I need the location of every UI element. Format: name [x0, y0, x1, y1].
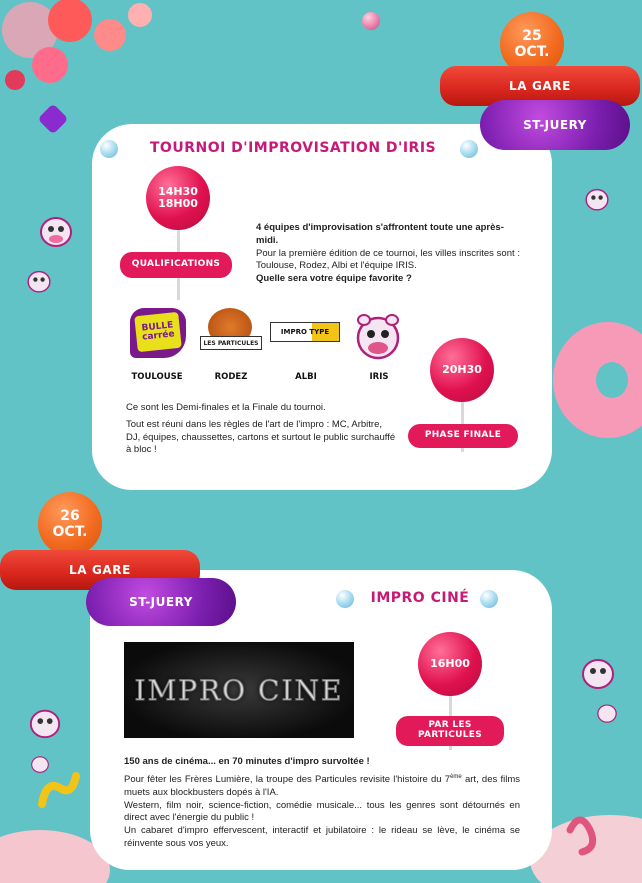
- desc-line1: Ce sont les Demi-finales et la Finale du tournoi.: [126, 402, 326, 413]
- date-badge: [38, 492, 102, 556]
- tournament-description: [126, 402, 396, 457]
- date-day: 26: [60, 507, 80, 524]
- impro-cine-description: [124, 756, 520, 851]
- venue-candy-purple: [480, 100, 630, 150]
- team-city: TOULOUSE: [131, 372, 183, 382]
- intro-bold: 4 équipes d'improvisation s'affrontent toute une après-midi.: [256, 222, 504, 246]
- venue-line2: ST-JUERY: [129, 595, 193, 609]
- final-time-lollipop: [430, 338, 494, 402]
- by-particules-label: PAR LES PARTICULES: [396, 716, 504, 746]
- cow-mascot-decoration: [596, 702, 618, 724]
- intro-question: Quelle sera votre équipe favorite ?: [256, 273, 412, 285]
- team-logo-albi: [270, 312, 340, 352]
- cow-mascot-decoration: [26, 268, 52, 294]
- time-lollipop: [146, 166, 210, 230]
- paragraph-1: Pour fêter les Frères Lumière, la troupe des Particules revisite l'histoire du 7ème art, des films muets aux blockbusters dopés à l'IA.: [124, 773, 520, 798]
- logo-text: IMPRO TYPE: [270, 322, 340, 342]
- poster-text: IMPRO CINE: [134, 673, 344, 707]
- logo-text: LES PARTICULES: [200, 336, 262, 350]
- team-city: IRIS: [369, 372, 389, 382]
- paragraph-3: Un cabaret d'impro effervescent, interactif et jubilatoire : le rideau se lève, le cinéma se réinvente sous vos yeux.: [124, 825, 520, 850]
- qualifications-label: QUALIFICATIONS: [120, 252, 232, 278]
- event2-time: 16H00: [430, 656, 470, 670]
- candy-splash-decoration: [0, 0, 180, 110]
- cow-mascot-decoration: [38, 214, 74, 248]
- cow-mascot-decoration: [580, 656, 616, 690]
- date-month: OCT.: [514, 44, 550, 60]
- phase-finale-label: PHASE FINALE: [408, 424, 518, 448]
- title-ball-left: [336, 590, 354, 608]
- team-logo-toulouse: [128, 304, 188, 366]
- logo-text: BULLE carrée: [134, 312, 182, 352]
- date-month: OCT.: [52, 524, 88, 540]
- venue-candy-purple: [86, 578, 236, 626]
- paragraph-2: Western, film noir, science-fiction, comédie musicale... tous les genres sont détournés en direct avec l'énergie du public !: [124, 799, 520, 824]
- venue-line1: LA GARE: [69, 563, 131, 577]
- cow-mascot-decoration: [584, 186, 610, 212]
- cow-mascot-decoration: [28, 706, 62, 740]
- venue-line2: ST-JUERY: [523, 118, 587, 132]
- pink-ball-decoration: [362, 12, 380, 30]
- team-logo-iris: [354, 310, 402, 360]
- team-city: ALBI: [295, 372, 317, 382]
- time-end: 18H00: [158, 197, 198, 210]
- team-city: RODEZ: [214, 372, 248, 382]
- intro-body: Pour la première édition de ce tournoi, les villes inscrites sont : Toulouse, Rodez, Albi et l'équipe IRIS.: [256, 247, 520, 272]
- intro-text: [256, 222, 520, 286]
- event-title: TOURNOI D'IMPROVISATION D'IRIS: [149, 140, 437, 156]
- time-start: 14H30: [158, 184, 198, 198]
- title-ball-left: [100, 140, 118, 158]
- date-day: 25: [522, 27, 542, 44]
- venue-line1: LA GARE: [509, 79, 571, 93]
- donut-decoration: [548, 320, 642, 440]
- team-logo-rodez: [200, 308, 262, 356]
- headline: 150 ans de cinéma... en 70 minutes d'impro survoltée !: [124, 756, 370, 767]
- time-lollipop: [418, 632, 482, 696]
- final-time: 20H30: [442, 362, 482, 376]
- event-title: IMPRO CINÉ: [370, 590, 470, 606]
- title-ball-right: [460, 140, 478, 158]
- title-ball-right: [480, 590, 498, 608]
- desc-line2: Tout est réuni dans les règles de l'art de l'impro : MC, Arbitre, DJ, équipes, chaussettes, cartons et surtout le public surchauffé à bloc !: [126, 418, 396, 456]
- impro-cine-poster: [124, 642, 354, 738]
